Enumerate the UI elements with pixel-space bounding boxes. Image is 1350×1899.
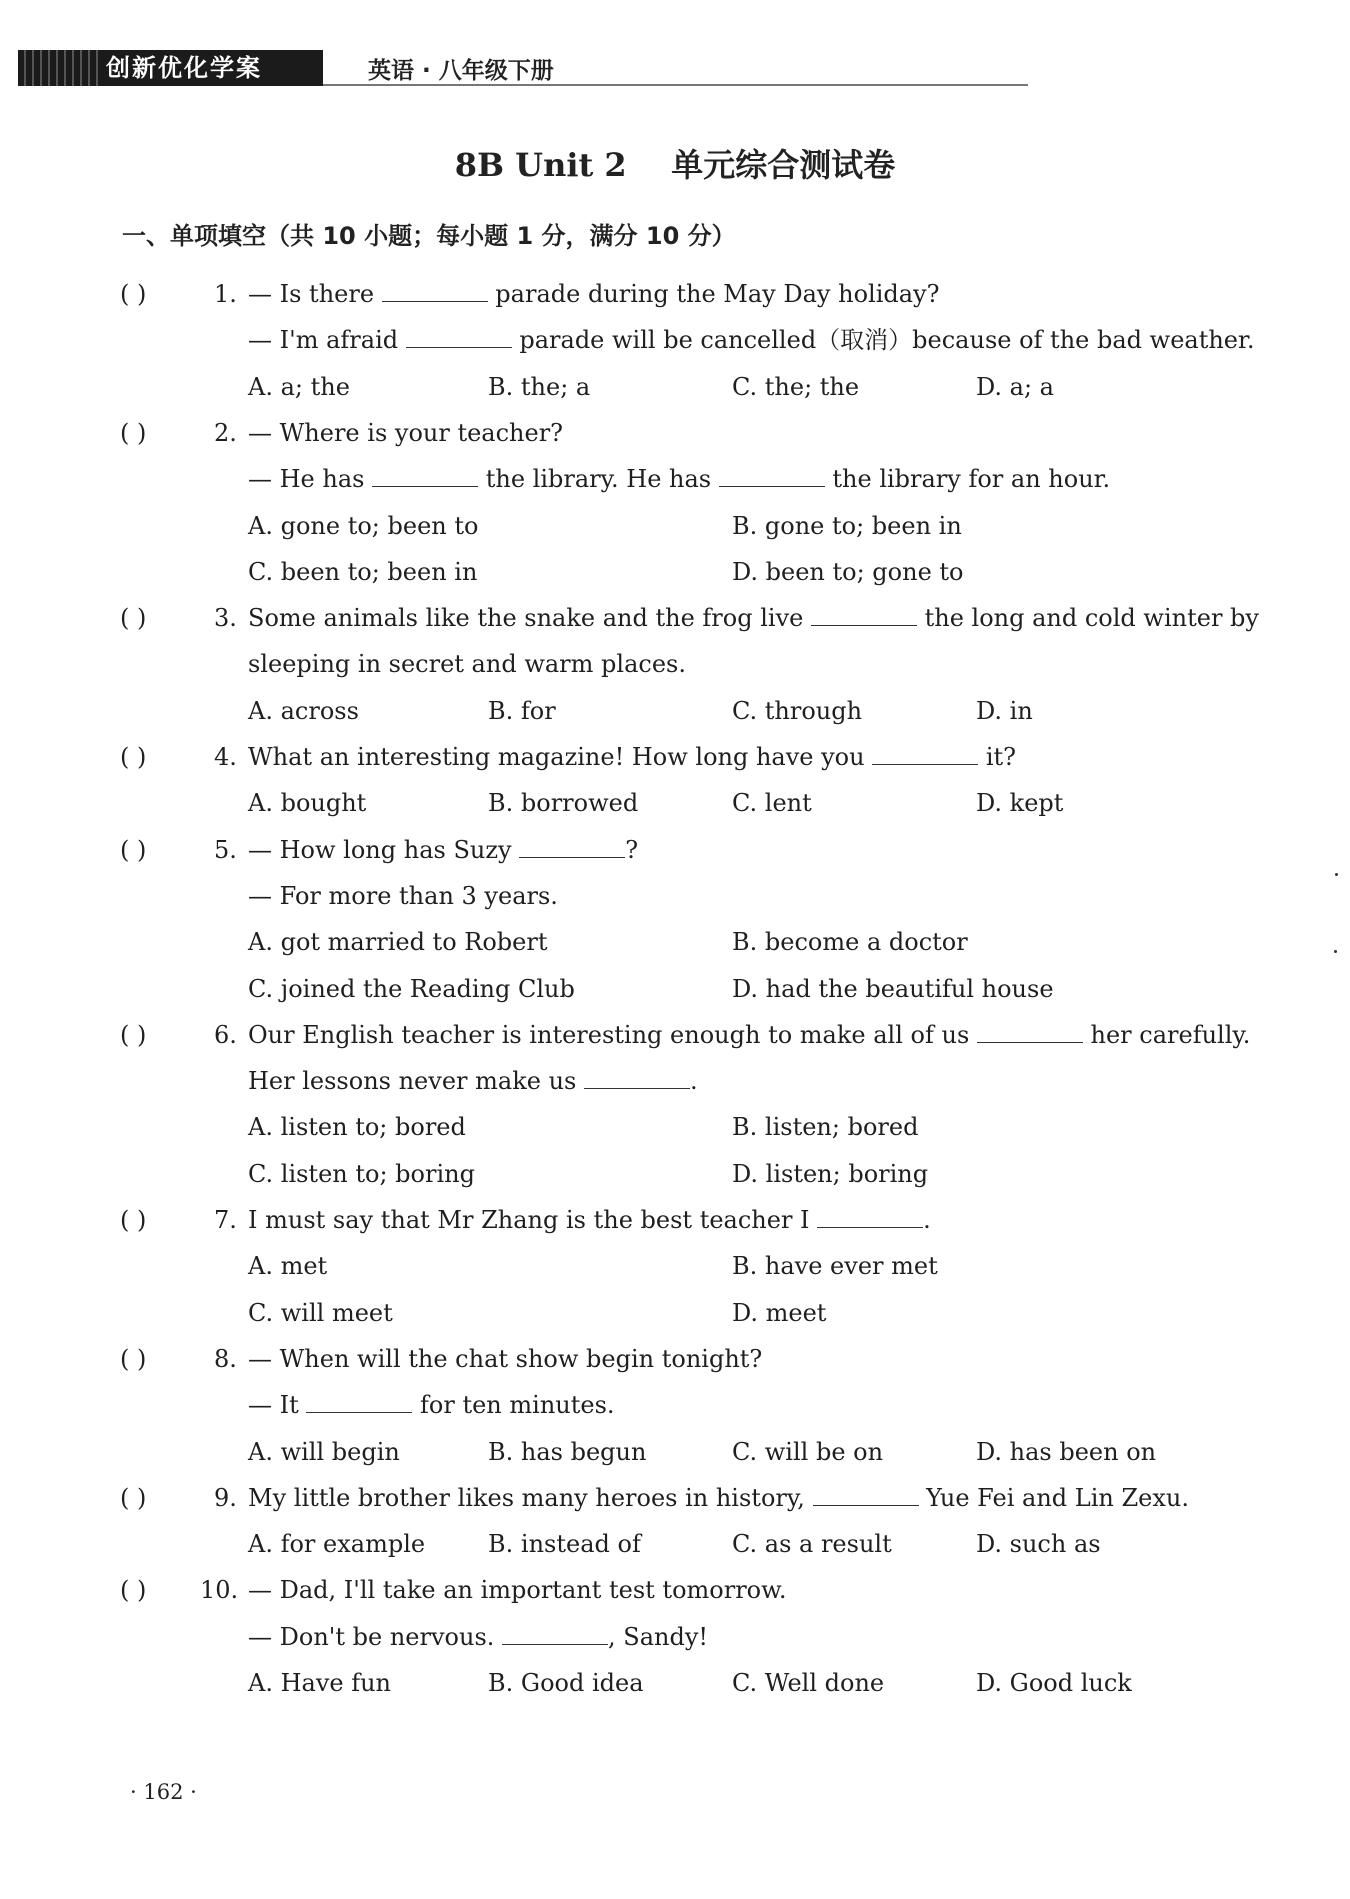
answer-option: B. instead of xyxy=(488,1530,641,1559)
answer-option: A. met xyxy=(248,1252,328,1281)
answer-bracket[interactable]: ( ) xyxy=(120,280,147,308)
stem-text: — For more than 3 years. xyxy=(248,881,558,910)
section-heading: 一、单项填空（共 10 小题；每小题 1 分，满分 10 分） xyxy=(122,222,736,250)
answer-option: A. got married to Robert xyxy=(248,928,548,957)
question-number: 8. xyxy=(214,1344,237,1373)
answer-option: C. through xyxy=(732,696,863,725)
answer-bracket[interactable]: ( ) xyxy=(120,1576,147,1605)
answer-bracket[interactable]: ( ) xyxy=(120,418,147,447)
answer-option: B. for xyxy=(488,696,556,725)
answer-option: C. lent xyxy=(732,789,812,818)
answer-option: B. the; a xyxy=(488,372,591,401)
stem-text: her carefully. xyxy=(1082,1020,1251,1049)
stem-text: the library for an hour. xyxy=(824,465,1111,494)
answer-option: A. for example xyxy=(248,1530,426,1559)
answer-blank xyxy=(719,466,825,487)
question-number: 3. xyxy=(214,604,237,633)
question-stem-line xyxy=(248,464,1110,494)
stem-text: sleeping in secret and warm places. xyxy=(248,650,686,679)
stem-text: the library. He has xyxy=(478,465,719,494)
answer-option: B. has begun xyxy=(488,1437,647,1466)
stem-text: Some animals like the snake and the frog live xyxy=(248,604,811,633)
question-number: 4. xyxy=(214,743,237,771)
answer-option: B. gone to; been in xyxy=(732,511,962,540)
answer-option: A. bought xyxy=(248,789,367,818)
answer-option: C. been to; been in xyxy=(248,557,478,586)
stem-text: What an interesting magazine! How long have you xyxy=(248,743,873,771)
question-number: 1. xyxy=(214,280,237,308)
answer-blank xyxy=(817,1207,923,1228)
answer-bracket[interactable]: ( ) xyxy=(120,743,147,771)
answer-bracket[interactable]: ( ) xyxy=(120,1020,147,1049)
answer-blank xyxy=(519,837,625,858)
question-stem-line xyxy=(248,1622,708,1652)
answer-option: A. a; the xyxy=(248,372,350,401)
answer-option: B. have ever met xyxy=(732,1252,938,1281)
question-stem-line xyxy=(248,418,563,448)
stem-text: , Sandy! xyxy=(608,1622,709,1651)
stem-text: parade will be cancelled（取消）because of the bad weather. xyxy=(511,326,1255,355)
question-stem-line xyxy=(248,1205,931,1235)
stem-text: Her lessons never make us xyxy=(248,1067,584,1096)
answer-option: C. will meet xyxy=(248,1298,393,1327)
stem-text: for ten minutes. xyxy=(412,1391,615,1420)
answer-option: A. Have fun xyxy=(248,1669,392,1697)
question-stem-line xyxy=(248,649,686,679)
header-rule xyxy=(323,84,1028,86)
brand-logo: 创新优化学案 xyxy=(18,50,323,86)
stem-text: it? xyxy=(978,743,1017,771)
answer-option: A. will begin xyxy=(248,1437,400,1466)
stem-text: Yue Fei and Lin Zexu. xyxy=(918,1483,1189,1512)
answer-option: D. listen; boring xyxy=(732,1159,929,1188)
question-stem-line xyxy=(248,881,558,911)
stem-text: Our English teacher is interesting enough to make all of us xyxy=(248,1020,977,1049)
answer-option: D. meet xyxy=(732,1298,827,1327)
answer-option: A. listen to; bored xyxy=(248,1113,466,1142)
answer-blank xyxy=(372,466,478,487)
question-stem-line xyxy=(248,1020,1250,1050)
question-stem-line xyxy=(248,1344,762,1374)
answer-option: B. borrowed xyxy=(488,789,639,818)
page-title: 8B Unit 2 单元综合测试卷 xyxy=(454,146,896,184)
question-stem-line xyxy=(248,325,1254,355)
answer-bracket[interactable]: ( ) xyxy=(120,604,147,633)
question-number: 2. xyxy=(214,418,237,447)
answer-bracket[interactable]: ( ) xyxy=(120,1344,147,1373)
stem-text: My little brother likes many heroes in history, xyxy=(248,1483,813,1512)
question-stem-line xyxy=(248,1575,786,1605)
answer-blank xyxy=(406,327,512,348)
stem-text: — I'm afraid xyxy=(248,326,406,355)
stem-text: — When will the chat show begin tonight? xyxy=(248,1344,763,1373)
stem-text: — How long has Suzy xyxy=(248,835,520,864)
question-stem-line xyxy=(248,1390,615,1420)
question-stem-line xyxy=(248,1483,1189,1513)
answer-option: C. joined the Reading Club xyxy=(248,974,575,1003)
answer-bracket[interactable]: ( ) xyxy=(120,835,147,864)
answer-blank xyxy=(813,1485,919,1506)
answer-option: D. kept xyxy=(976,789,1064,818)
stem-text: — Don't be nervous. xyxy=(248,1622,503,1651)
page-number: · 162 · xyxy=(130,1780,197,1804)
answer-option: D. had the beautiful house xyxy=(732,974,1054,1003)
page-header xyxy=(18,50,1028,88)
answer-blank xyxy=(502,1624,608,1645)
question-stem-line xyxy=(248,742,1016,772)
scan-mark xyxy=(1334,950,1337,953)
answer-bracket[interactable]: ( ) xyxy=(120,1206,147,1234)
answer-option: C. the; the xyxy=(732,372,860,401)
book-title: 英语 · 八年级下册 xyxy=(368,58,554,84)
stem-text: parade during the May Day holiday? xyxy=(487,280,940,308)
answer-option: D. a; a xyxy=(976,372,1054,401)
answer-option: C. Well done xyxy=(732,1669,885,1697)
stem-text: ? xyxy=(625,835,639,864)
answer-option: B. Good idea xyxy=(488,1669,644,1697)
stem-text: I must say that Mr Zhang is the best teacher I xyxy=(248,1206,818,1234)
question-stem-line xyxy=(248,279,939,309)
answer-blank xyxy=(977,1022,1083,1043)
answer-option: D. in xyxy=(976,696,1033,725)
stem-text: . xyxy=(923,1206,931,1234)
stem-text: — Dad, I'll take an important test tomorrow. xyxy=(248,1576,787,1605)
stem-text: — It xyxy=(248,1391,307,1420)
answer-blank xyxy=(584,1068,690,1089)
answer-option: A. gone to; been to xyxy=(248,511,479,540)
stem-text: — Is there xyxy=(248,280,382,308)
answer-option: D. has been on xyxy=(976,1437,1157,1466)
stem-text: . xyxy=(689,1067,698,1096)
answer-bracket[interactable]: ( ) xyxy=(120,1483,147,1512)
answer-option: D. such as xyxy=(976,1530,1101,1559)
answer-option: C. listen to; boring xyxy=(248,1159,475,1188)
question-number: 7. xyxy=(214,1206,237,1234)
scan-mark xyxy=(1335,873,1338,876)
answer-blank xyxy=(872,744,978,765)
stem-text: — He has xyxy=(248,465,373,494)
answer-blank xyxy=(306,1392,412,1413)
question-stem-line xyxy=(248,835,638,865)
answer-option: C. will be on xyxy=(732,1437,884,1466)
answer-option: D. been to; gone to xyxy=(732,557,964,586)
answer-option: B. listen; bored xyxy=(732,1113,919,1142)
answer-option: D. Good luck xyxy=(976,1669,1132,1697)
question-number: 9. xyxy=(214,1483,237,1512)
stem-text: — Where is your teacher? xyxy=(248,418,564,447)
question-number: 5. xyxy=(214,835,237,864)
stem-text: the long and cold winter by xyxy=(916,604,1259,633)
question-stem-line xyxy=(248,1066,698,1096)
answer-option: C. as a result xyxy=(732,1530,892,1559)
question-stem-line xyxy=(248,603,1259,633)
answer-option: A. across xyxy=(248,696,359,725)
answer-option: B. become a doctor xyxy=(732,928,968,957)
answer-blank xyxy=(382,281,488,302)
question-number: 10. xyxy=(200,1576,239,1605)
answer-blank xyxy=(811,605,917,626)
question-number: 6. xyxy=(214,1020,237,1049)
